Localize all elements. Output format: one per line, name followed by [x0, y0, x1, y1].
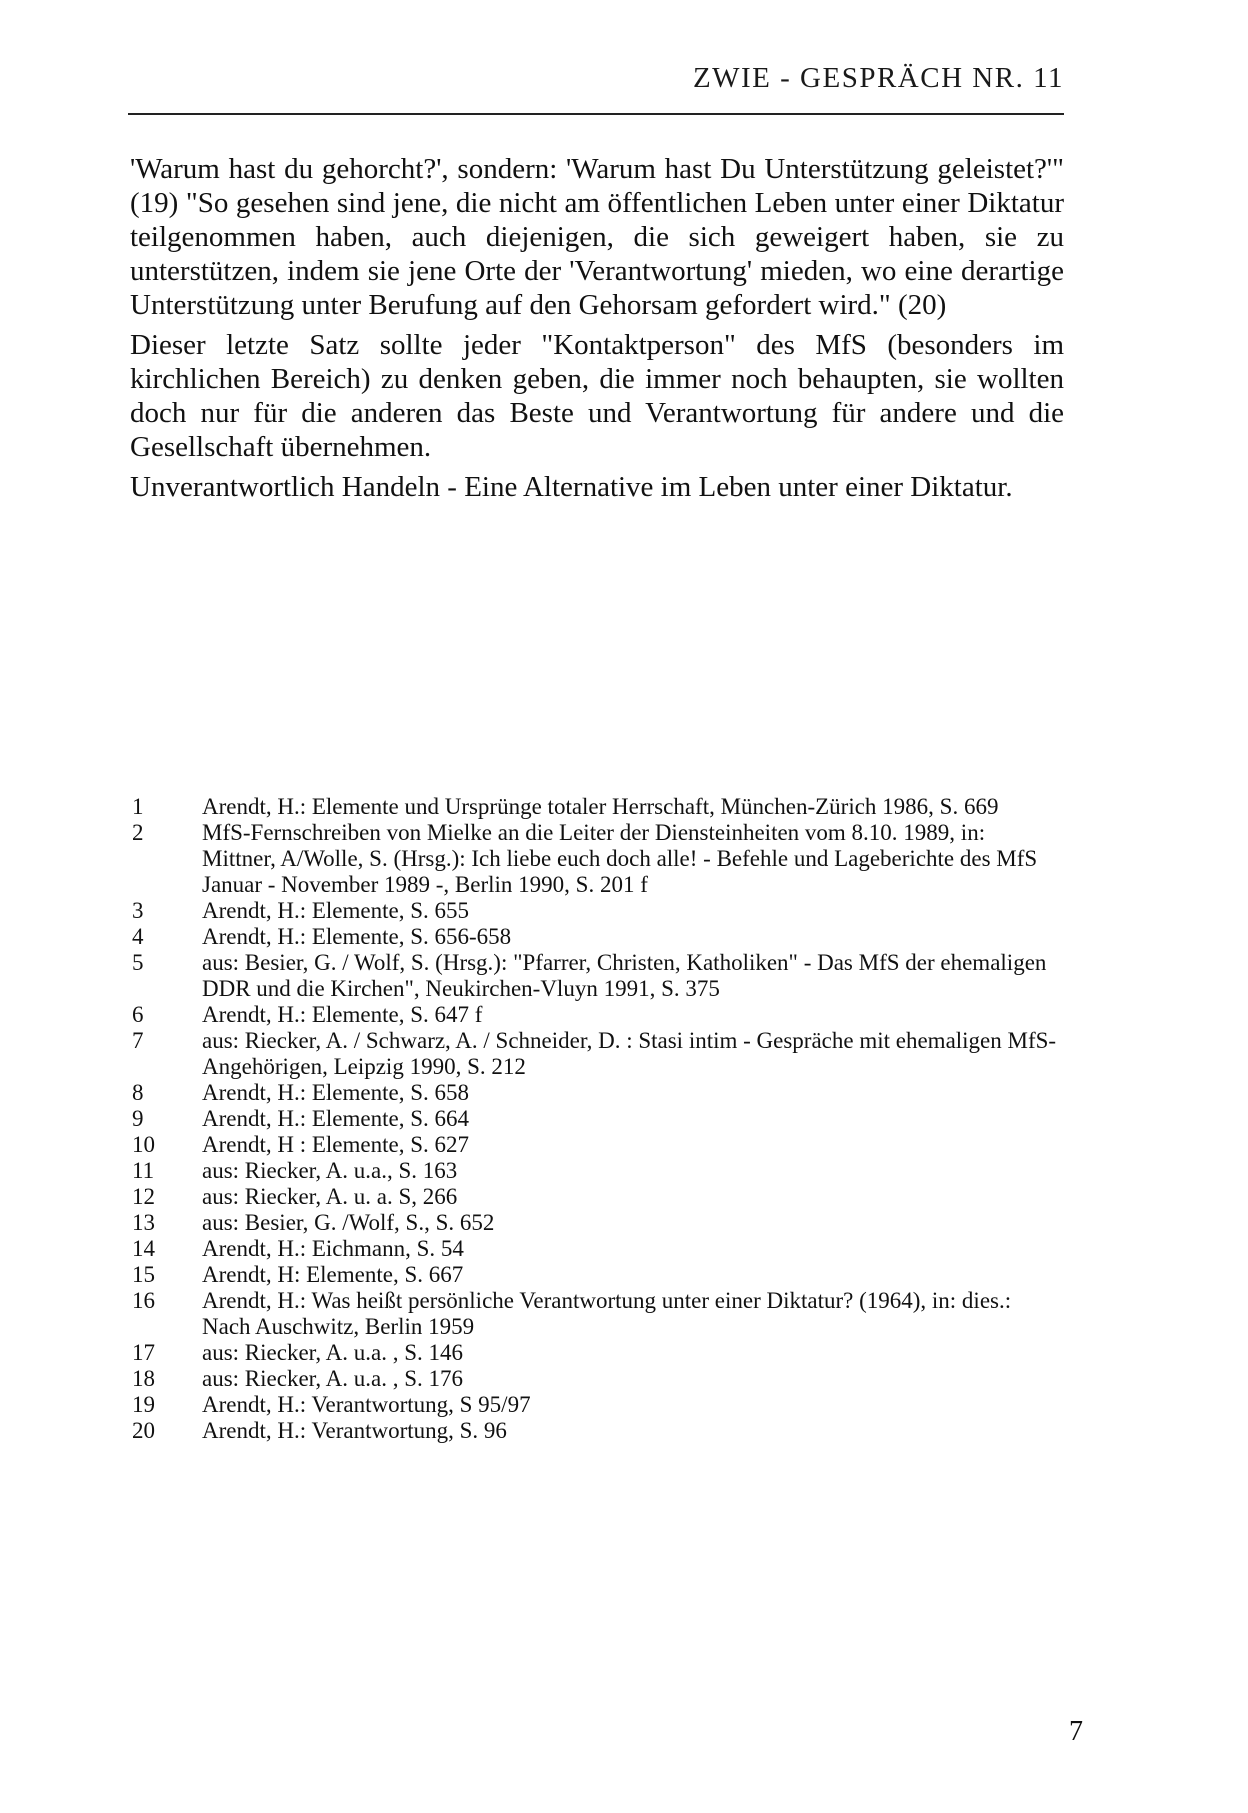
header-rule — [128, 113, 1064, 115]
paragraph-heading-like: Unverantwortlich Handeln - Eine Alternative im Leben unter einer Diktatur. — [130, 471, 1013, 503]
footnote-text: aus: Riecker, A. u.a., S. 163 — [202, 1158, 458, 1183]
footnote-item — [130, 1392, 1064, 1418]
footnote-number: 16 — [132, 1288, 155, 1313]
footnote-text: aus: Riecker, A. u.a. , S. 176 — [202, 1366, 463, 1391]
footnote-number: 18 — [132, 1366, 155, 1391]
footnote-item — [130, 950, 1064, 1002]
footnote-text: Arendt, H.: Eichmann, S. 54 — [202, 1236, 464, 1261]
footnote-number: 8 — [132, 1080, 144, 1105]
footnote-item — [130, 1080, 1064, 1106]
footnote-text: Arendt, H.: Elemente, S. 656-658 — [202, 924, 512, 949]
footnote-item — [130, 1028, 1064, 1080]
footnote-text: Arendt, H.: Elemente, S. 664 — [202, 1106, 470, 1131]
footnote-text: aus: Besier, G. / Wolf, S. (Hrsg.): "Pfarrer, Christen, Katholiken" - Das MfS der ehemaligen DDR und die Kirchen", Neukirchen-Vluyn 1991, S. 375 — [202, 950, 1047, 1001]
paragraph: 'Warum hast du gehorcht?', sondern: 'Warum hast Du Unterstützung geleistet?'" (19) "So gesehen sind jene, die nicht am öffentlichen Leben unter einer Diktatur teilgenommen haben, auch diejenigen, die sich geweigert haben, sie zu unterstützen, indem sie jene Orte der 'Verantwortung' mieden, wo eine derartige Unterstützung unter Berufung auf den Gehorsam gefordert wird." (20) — [130, 153, 1064, 321]
footnote-text: Arendt, H.: Verantwortung, S. 96 — [202, 1418, 507, 1443]
footnote-text: aus: Riecker, A. u.a. , S. 146 — [202, 1340, 463, 1365]
footnote-text: Arendt, H.: Elemente, S. 658 — [202, 1080, 470, 1105]
footnote-item — [130, 898, 1064, 924]
footnote-text: aus: Riecker, A. / Schwarz, A. / Schneider, D. : Stasi intim - Gespräche mit ehemaligen MfS-Angehörigen, Leipzig 1990, S. 212 — [202, 1028, 1057, 1079]
footnote-text: Arendt, H.: Elemente, S. 647 f — [202, 1002, 483, 1027]
paragraph: Dieser letzte Satz sollte jeder "Kontaktperson" des MfS (besonders im kirchlichen Bereich) zu denken geben, die immer noch behaupten, sie wollten doch nur für die anderen das Beste und Verantwortung für andere und die Gesellschaft übernehmen. — [130, 329, 1064, 463]
footnote-item — [130, 820, 1064, 898]
footnote-number: 9 — [132, 1106, 144, 1131]
footnote-text: aus: Besier, G. /Wolf, S., S. 652 — [202, 1210, 495, 1235]
footnote-number: 2 — [132, 820, 144, 845]
footnote-number: 15 — [132, 1262, 155, 1287]
footnote-item — [130, 1002, 1064, 1028]
footnote-number: 1 — [132, 794, 144, 819]
footnote-number: 7 — [132, 1028, 144, 1053]
footnote-text: Arendt, H.: Verantwortung, S 95/97 — [202, 1392, 531, 1417]
footnote-item — [130, 924, 1064, 950]
body-text — [130, 152, 1064, 510]
footnote-item — [130, 1366, 1064, 1392]
footnote-text: Arendt, H.: Was heißt persönliche Verantwortung unter einer Diktatur? (1964), in: dies.: Nach Auschwitz, Berlin 1959 — [202, 1288, 1012, 1339]
footnote-item — [130, 1236, 1064, 1262]
footnote-list — [130, 794, 1064, 1444]
footnote-item — [130, 794, 1064, 820]
footnote-item — [130, 1262, 1064, 1288]
footnote-text: Arendt, H: Elemente, S. 667 — [202, 1262, 464, 1287]
footnote-number: 3 — [132, 898, 144, 923]
footnote-text: Arendt, H.: Elemente, S. 655 — [202, 898, 470, 923]
footnote-number: 6 — [132, 1002, 144, 1027]
footnote-item — [130, 1418, 1064, 1444]
footnote-item — [130, 1106, 1064, 1132]
page-number: 7 — [1069, 1716, 1083, 1747]
footnote-number: 4 — [132, 924, 144, 949]
footnote-number: 14 — [132, 1236, 155, 1261]
footnote-number: 20 — [132, 1418, 155, 1443]
footnote-number: 12 — [132, 1184, 155, 1209]
footnote-text: Arendt, H : Elemente, S. 627 — [202, 1132, 470, 1157]
footnote-item — [130, 1184, 1064, 1210]
footnote-number: 17 — [132, 1340, 155, 1365]
footnote-number: 19 — [132, 1392, 155, 1417]
footnote-text: MfS-Fernschreiben von Mielke an die Leiter der Diensteinheiten vom 8.10. 1989, in: Mittner, A/Wolle, S. (Hrsg.): Ich liebe euch doch alle! - Befehle und Lageberichte des MfS Januar - November 1989 -, Berlin 1990, S. 201 f — [202, 820, 1038, 897]
footnote-number: 5 — [132, 950, 144, 975]
footnote-text: aus: Riecker, A. u. a. S, 266 — [202, 1184, 458, 1209]
footnote-number: 10 — [132, 1132, 155, 1157]
footnote-item — [130, 1132, 1064, 1158]
footnote-item — [130, 1288, 1064, 1340]
running-header: ZWIE - GESPRÄCH NR. 11 — [692, 62, 1064, 94]
footnote-item — [130, 1210, 1064, 1236]
footnote-item — [130, 1158, 1064, 1184]
footnote-number: 13 — [132, 1210, 155, 1235]
footnote-number: 11 — [132, 1158, 155, 1183]
footnote-item — [130, 1340, 1064, 1366]
footnote-text: Arendt, H.: Elemente und Ursprünge totaler Herrschaft, München-Zürich 1986, S. 669 — [202, 794, 999, 819]
